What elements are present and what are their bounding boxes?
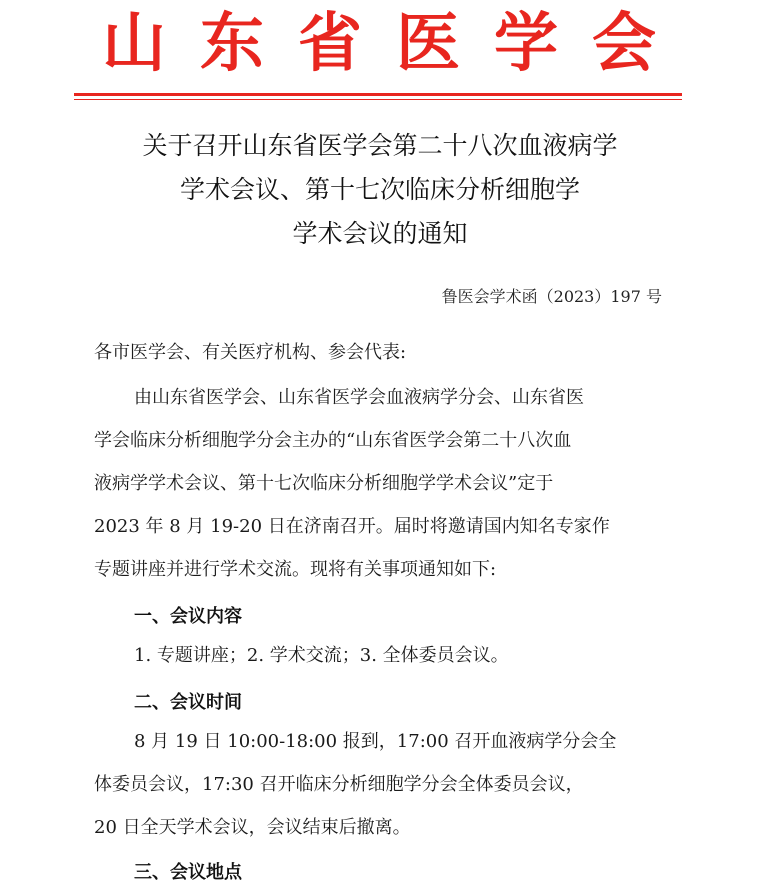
section-2-line-2: 体委员会议，17:30 召开临床分析细胞学分会全体委员会议， bbox=[94, 774, 584, 795]
notice-title-line-1: 关于召开山东省医学会第二十八次血液病学 bbox=[142, 131, 618, 160]
masthead-rule-thick bbox=[74, 93, 682, 96]
section-3-heading: 三、会议地点 bbox=[134, 862, 242, 883]
section-1-content: 1. 专题讲座；2. 学术交流；3. 全体委员会议。 bbox=[134, 645, 509, 666]
section-2-line-3: 20 日全天学术会议，会议结束后撤离。 bbox=[94, 817, 411, 838]
masthead-title: 山东省医学会 bbox=[102, 7, 690, 81]
section-2-line-1: 8 月 19 日 10:00-18:00 报到，17:00 召开血液病学分会全 bbox=[134, 731, 617, 752]
salutation: 各市医学会、有关医疗机构、参会代表: bbox=[94, 342, 407, 363]
intro-line-1: 由山东省医学会、山东省医学会血液病学分会、山东省医 bbox=[134, 387, 584, 408]
intro-line-4: 2023 年 8 月 19-20 日在济南召开。届时将邀请国内知名专家作 bbox=[94, 516, 610, 537]
intro-line-2: 学会临床分析细胞学分会主办的“山东省医学会第二十八次血 bbox=[94, 430, 572, 451]
document-number: 鲁医会学术函（2023）197 号 bbox=[441, 287, 662, 306]
notice-title-line-3: 学术会议的通知 bbox=[292, 219, 468, 248]
intro-line-3: 液病学学术会议、第十七次临床分析细胞学学术会议”定于 bbox=[94, 473, 554, 494]
section-2-heading: 二、会议时间 bbox=[134, 692, 242, 713]
intro-line-5: 专题讲座并进行学术交流。现将有关事项通知如下: bbox=[94, 559, 497, 580]
section-1-heading: 一、会议内容 bbox=[134, 606, 242, 627]
masthead-rule-thin bbox=[74, 99, 682, 100]
notice-title-line-2: 学术会议、第十七次临床分析细胞学 bbox=[179, 175, 580, 204]
